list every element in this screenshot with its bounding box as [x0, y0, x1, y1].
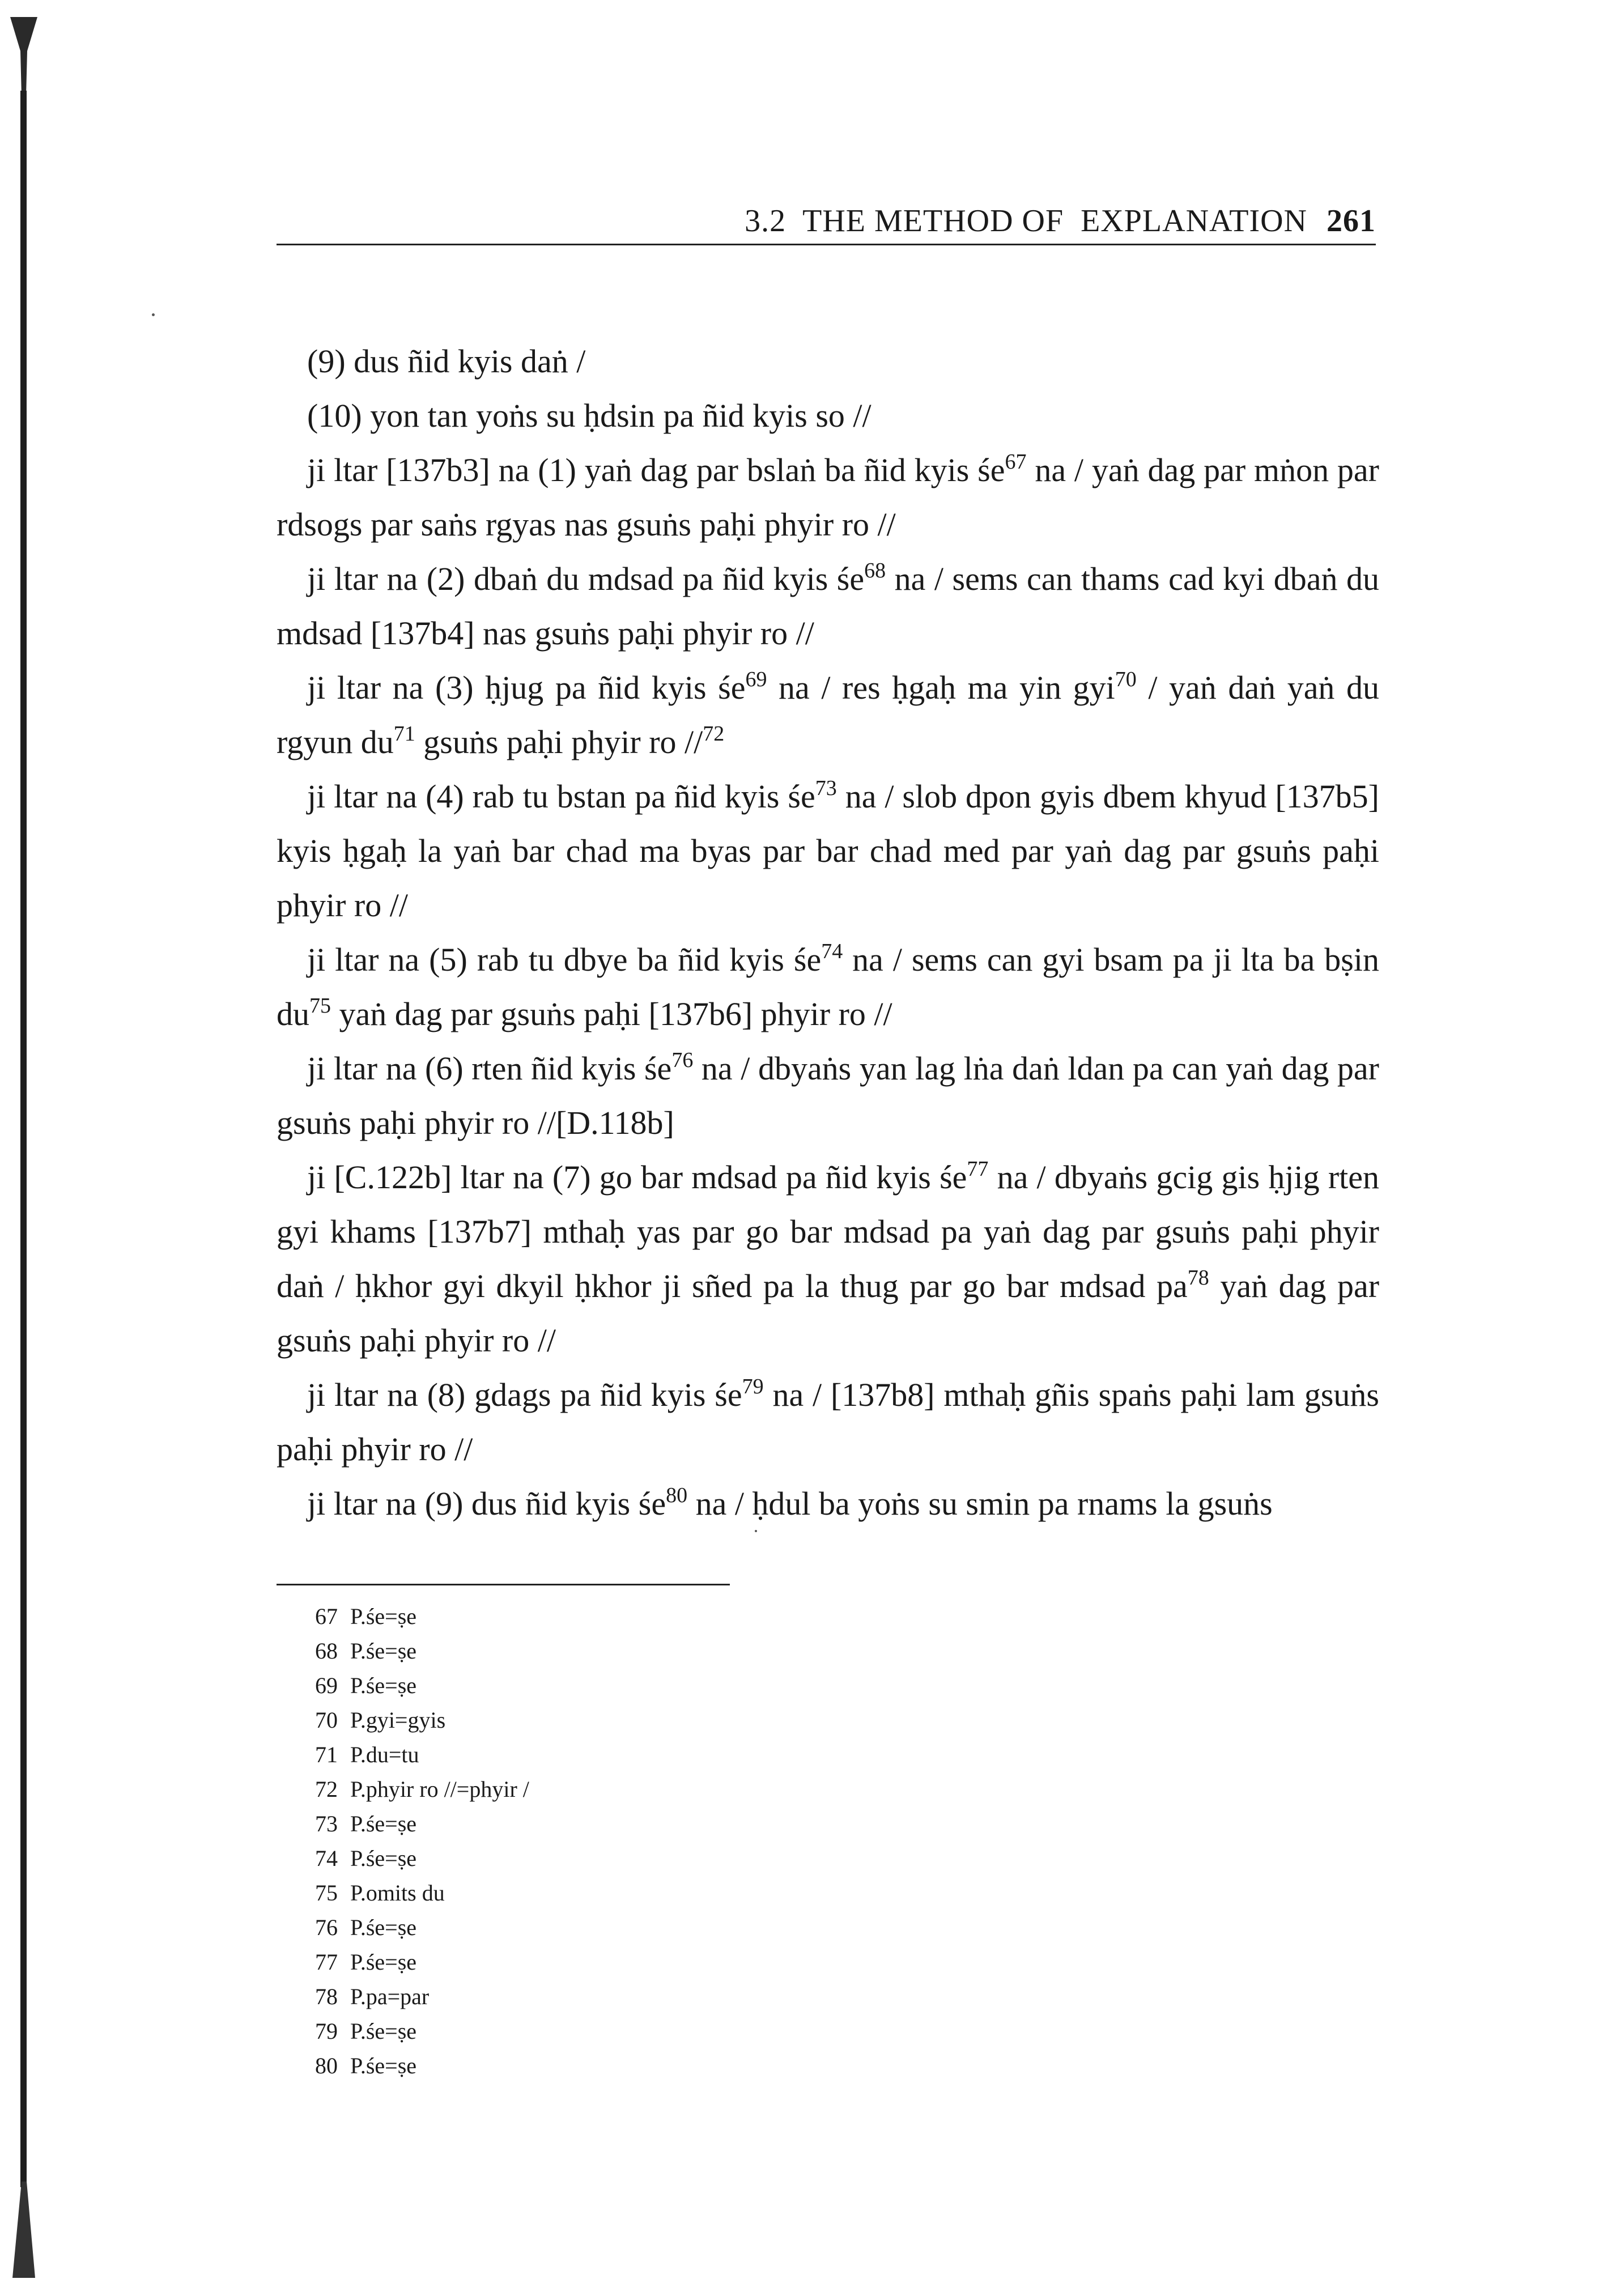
paragraph — [277, 334, 1379, 389]
text-run: na / slob dpon gyis dbem khyud [137b5] kyis ḥgaḥ la yaṅ bar chad ma byas par bar chad med par yaṅ dag par gsuṅs paḥi phyir ro // — [277, 778, 1379, 924]
footnote-number: 77 — [315, 1949, 338, 1975]
text-run: na / ḥdul ba yoṅs su smin pa rnams la gsuṅs — [687, 1485, 1273, 1522]
footnote-number: 68 — [315, 1638, 338, 1664]
footnote-ref[interactable]: 67 — [1005, 450, 1027, 474]
paragraph — [277, 1041, 1379, 1150]
footnote-number: 73 — [315, 1811, 338, 1836]
footnote-text: P.du=tu — [350, 1742, 419, 1767]
text-run: yaṅ dag par gsuṅs paḥi [137b6] phyir ro // — [331, 996, 892, 1032]
footnote — [315, 1841, 995, 1876]
text-run: ji ltar na (9) dus ñid kyis śe — [307, 1485, 666, 1522]
footnote-number: 67 — [315, 1604, 338, 1629]
footnote-ref[interactable]: 69 — [745, 667, 767, 691]
footnote-ref[interactable]: 80 — [666, 1483, 688, 1507]
footnotes — [315, 1599, 995, 2083]
footnote-text: P.omits du — [350, 1880, 445, 1906]
footnote — [315, 2014, 995, 2048]
page-number: 261 — [1327, 203, 1376, 239]
scan-speck — [755, 1530, 757, 1532]
footnote — [315, 1772, 995, 1806]
text-run: gsuṅs paḥi phyir ro // — [415, 724, 703, 760]
footnote-text: P.śe=ṣe — [350, 1949, 417, 1975]
text-run: ji ltar na (2) dbaṅ du mdsad pa ñid kyis śe — [307, 560, 865, 597]
text-run: / yaṅ daṅ yaṅ du rgyun du — [277, 669, 1380, 760]
footnote — [315, 1737, 995, 1772]
text-run: ji ltar na (8) gdags pa ñid kyis śe — [307, 1376, 742, 1413]
text-run: ji [C.122b] ltar na (7) go bar mdsad pa ñid kyis śe — [307, 1159, 967, 1196]
footnote-ref[interactable]: 79 — [742, 1375, 764, 1398]
text-run: ji ltar na (4) rab tu bstan pa ñid kyis śe — [307, 778, 815, 815]
footnote-ref[interactable]: 71 — [393, 722, 415, 746]
text-run: na / [137b8] mthaḥ gñis spaṅs paḥi lam gsuṅs paḥi phyir ro // — [277, 1376, 1379, 1468]
text-run: ji ltar na (3) ḥjug pa ñid kyis śe — [307, 669, 746, 706]
footnote-text: P.pa=par — [350, 1984, 430, 2009]
footnote-ref[interactable]: 74 — [821, 939, 843, 963]
footnote — [315, 1668, 995, 1703]
paragraph — [277, 552, 1379, 661]
footnote-text: P.śe=ṣe — [350, 2053, 417, 2078]
text-run: na / yaṅ dag par mṅon par rdsogs par saṅs rgyas nas gsuṅs paḥi phyir ro // — [277, 452, 1379, 543]
paragraph — [277, 1477, 1379, 1531]
footnote-text: P.śe=ṣe — [350, 1638, 417, 1664]
footnote — [315, 1634, 995, 1668]
paragraph — [277, 661, 1379, 769]
footnote — [315, 2048, 995, 2083]
text-run: na / res ḥgaḥ ma yin gyi — [767, 669, 1115, 706]
footnote-number: 69 — [315, 1673, 338, 1698]
footnote — [315, 1945, 995, 1979]
footnote-number: 79 — [315, 2018, 338, 2044]
footnote — [315, 1703, 995, 1737]
footnote — [315, 1910, 995, 1945]
footnote-number: 80 — [315, 2053, 338, 2078]
footnote-text: P.śe=ṣe — [350, 1915, 417, 1940]
paragraph — [277, 389, 1379, 443]
footnote-number: 78 — [315, 1984, 338, 2009]
text-run: yaṅ dag par gsuṅs paḥi phyir ro // — [277, 1268, 1380, 1359]
body-text — [277, 334, 1379, 1531]
text-run: ji ltar na (5) rab tu dbye ba ñid kyis śe — [307, 941, 822, 978]
footnote-ref[interactable]: 75 — [309, 994, 331, 1018]
paragraph — [277, 769, 1379, 933]
footnote-ref[interactable]: 72 — [703, 722, 725, 746]
text-run: ji ltar na (6) rten ñid kyis śe — [307, 1050, 672, 1087]
binding-edge — [10, 17, 37, 2278]
footnote-separator — [277, 1584, 730, 1585]
footnote-ref[interactable]: 73 — [815, 776, 837, 800]
footnote-number: 75 — [315, 1880, 338, 1906]
footnote — [315, 1979, 995, 2014]
footnote-ref[interactable]: 77 — [967, 1157, 989, 1181]
running-head — [277, 204, 1376, 245]
footnote-number: 70 — [315, 1707, 338, 1733]
paragraph — [277, 1368, 1379, 1477]
text-run: na / sems can thams cad kyi dbaṅ du mdsad [137b4] nas gsuṅs paḥi phyir ro // — [277, 560, 1380, 652]
footnote-text: P.śe=ṣe — [350, 1811, 417, 1836]
footnote-text: P.gyi=gyis — [350, 1707, 446, 1733]
footnote-text: P.śe=ṣe — [350, 1604, 417, 1629]
footnote-text: P.śe=ṣe — [350, 1673, 417, 1698]
footnote-ref[interactable]: 68 — [864, 559, 886, 582]
footnote-ref[interactable]: 70 — [1115, 667, 1137, 691]
text-run: ji ltar [137b3] na (1) yaṅ dag par bslaṅ ba ñid kyis śe — [307, 452, 1005, 488]
scan-speck — [152, 313, 155, 316]
text-run: na / dbyaṅs gcig gis ḥjig rten gyi khams [137b7] mthaḥ yas par go bar mdsad pa yaṅ dag par gsuṅs paḥi phyir daṅ / ḥkhor gyi dkyil ḥkhor ji sñed pa la thug par go bar mdsad pa — [277, 1159, 1379, 1304]
running-head-text — [745, 203, 1376, 239]
footnote-number: 76 — [315, 1915, 338, 1940]
chapter-title: 3.2 THE METHOD OF EXPLANATION — [745, 203, 1307, 239]
footnote-number: 72 — [315, 1776, 338, 1802]
footnote-text: P.śe=ṣe — [350, 1846, 417, 1871]
footnote-text: P.śe=ṣe — [350, 2018, 417, 2044]
paragraph — [277, 443, 1379, 552]
footnote-number: 71 — [315, 1742, 338, 1767]
paragraph — [277, 1150, 1379, 1368]
text-run: na / sems can gyi bsam pa ji lta ba bṣin du — [277, 941, 1379, 1032]
paragraph — [277, 933, 1379, 1041]
footnote-ref[interactable]: 76 — [671, 1048, 694, 1072]
footnote — [315, 1806, 995, 1841]
text-run: na / dbyaṅs yan lag lṅa daṅ ldan pa can yaṅ dag par gsuṅs paḥi phyir ro //[D.118b] — [277, 1050, 1379, 1141]
text-run: (10) yon tan yoṅs su ḥdsin pa ñid kyis so // — [307, 397, 871, 434]
footnote-ref[interactable]: 78 — [1187, 1266, 1209, 1290]
footnote — [315, 1599, 995, 1634]
footnote-number: 74 — [315, 1846, 338, 1871]
footnote — [315, 1876, 995, 1910]
text-run: (9) dus ñid kyis daṅ / — [307, 343, 586, 380]
footnote-text: P.phyir ro //=phyir / — [350, 1776, 529, 1802]
